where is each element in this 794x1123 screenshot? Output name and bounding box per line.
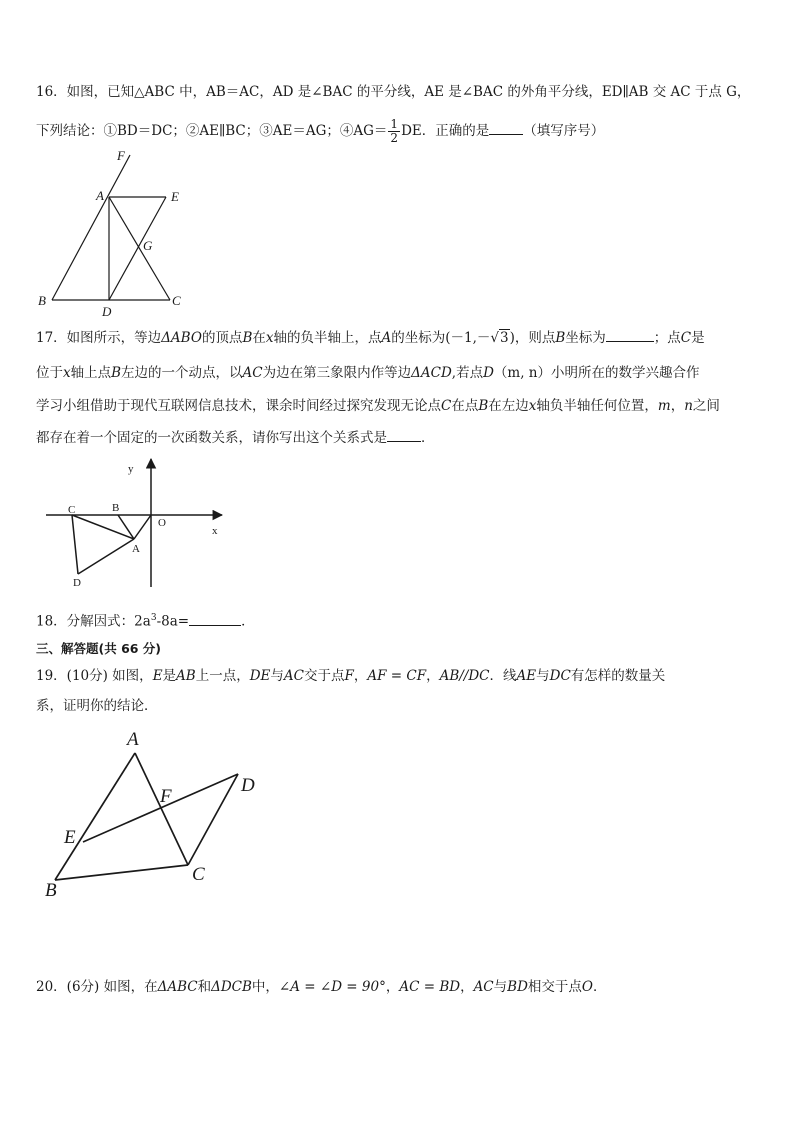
q19-line-1: 19．(10分) 如图，E是AB上一点，DE与AC交于点F，AF = CF，AB//DC．线AE与DC有怎样的数量关 xyxy=(36,668,666,684)
q16-fraction: $\frac{1}{2}$ xyxy=(390,117,399,145)
q17-line-2: 位于x轴上点B左边的一个动点，以AC为边在第三象限内作等边ΔACD,若点D（m, n）小明所在的数学兴趣合作 xyxy=(36,365,700,381)
q19-label-c: C xyxy=(192,864,205,885)
q16-label-e: E xyxy=(171,189,179,204)
q17-answer-blank-1[interactable] xyxy=(606,327,654,342)
q16-label-g: G xyxy=(143,238,153,253)
q20-line: 20．(6分) 如图，在ΔABC和ΔDCB中，∠A = ∠D = 90°，AC = BD，AC与BD相交于点O． xyxy=(36,979,607,995)
q17-figure xyxy=(40,455,240,595)
q16-label-d: D xyxy=(102,304,112,319)
q16-label-b: B xyxy=(38,293,46,308)
q17-label-x: x xyxy=(212,525,218,537)
q19-figure xyxy=(36,725,266,905)
q18-line: 18．分解因式：$2a^3-8a=$ ． xyxy=(36,608,255,632)
q17-label-o: O xyxy=(158,517,166,529)
q16-answer-blank[interactable] xyxy=(489,120,523,135)
q18-answer-blank[interactable] xyxy=(189,611,241,626)
q17-label-b: B xyxy=(112,502,120,514)
q19-line-2: 系，证明你的结论． xyxy=(36,698,158,714)
q16-label-c: C xyxy=(172,293,181,308)
q19-label-f: F xyxy=(160,786,172,807)
q17-line-4: 都存在着一个固定的一次函数关系，请你写出这个关系式是 ． xyxy=(36,427,435,448)
q17-label-d: D xyxy=(73,577,81,589)
q17-label-c: C xyxy=(68,504,76,516)
q17-line-1: 17．如图所示，等边ΔABO的顶点B在x轴的负半轴上，点A的坐标为(－1,－√3)，则点B坐标为 ；点C是 xyxy=(36,327,705,348)
q17-label-y: y xyxy=(128,463,134,475)
q16-line-1: 16．如图，已知△ABC 中，AB＝AC，AD 是∠BAC 的平分线，AE 是∠BAC 的外角平分线，ED∥AB 交 AC 于点 G， xyxy=(36,84,751,100)
q16-label-f: F xyxy=(117,148,125,163)
q19-label-b: B xyxy=(45,880,57,901)
q17-answer-blank-2[interactable] xyxy=(387,427,421,442)
q19-label-e: E xyxy=(64,827,76,848)
q16-line-2: 下列结论：①BD＝DC；②AE∥BC；③AE＝AG；④AG＝ $\frac{1}{2}$ DE．正确的是 （填写序号） xyxy=(36,117,605,145)
q16-label-a: A xyxy=(96,188,104,203)
section-title: 三、解答题(共 66 分) xyxy=(36,641,162,656)
q16-conclusions: 下列结论：①BD＝DC；②AE∥BC；③AE＝AG；④AG＝ xyxy=(36,123,388,139)
q19-label-a: A xyxy=(127,729,139,750)
q17-line-3: 学习小组借助于现代互联网信息技术，课余时间经过探究发现无论点C在点B在左边x轴负半轴任何位置，m，n之间 xyxy=(36,398,720,414)
q19-label-d: D xyxy=(241,775,255,796)
q17-label-a: A xyxy=(132,543,140,555)
q16-figure xyxy=(30,145,200,320)
q17-coordinate: (－1,－√3) xyxy=(445,330,515,346)
